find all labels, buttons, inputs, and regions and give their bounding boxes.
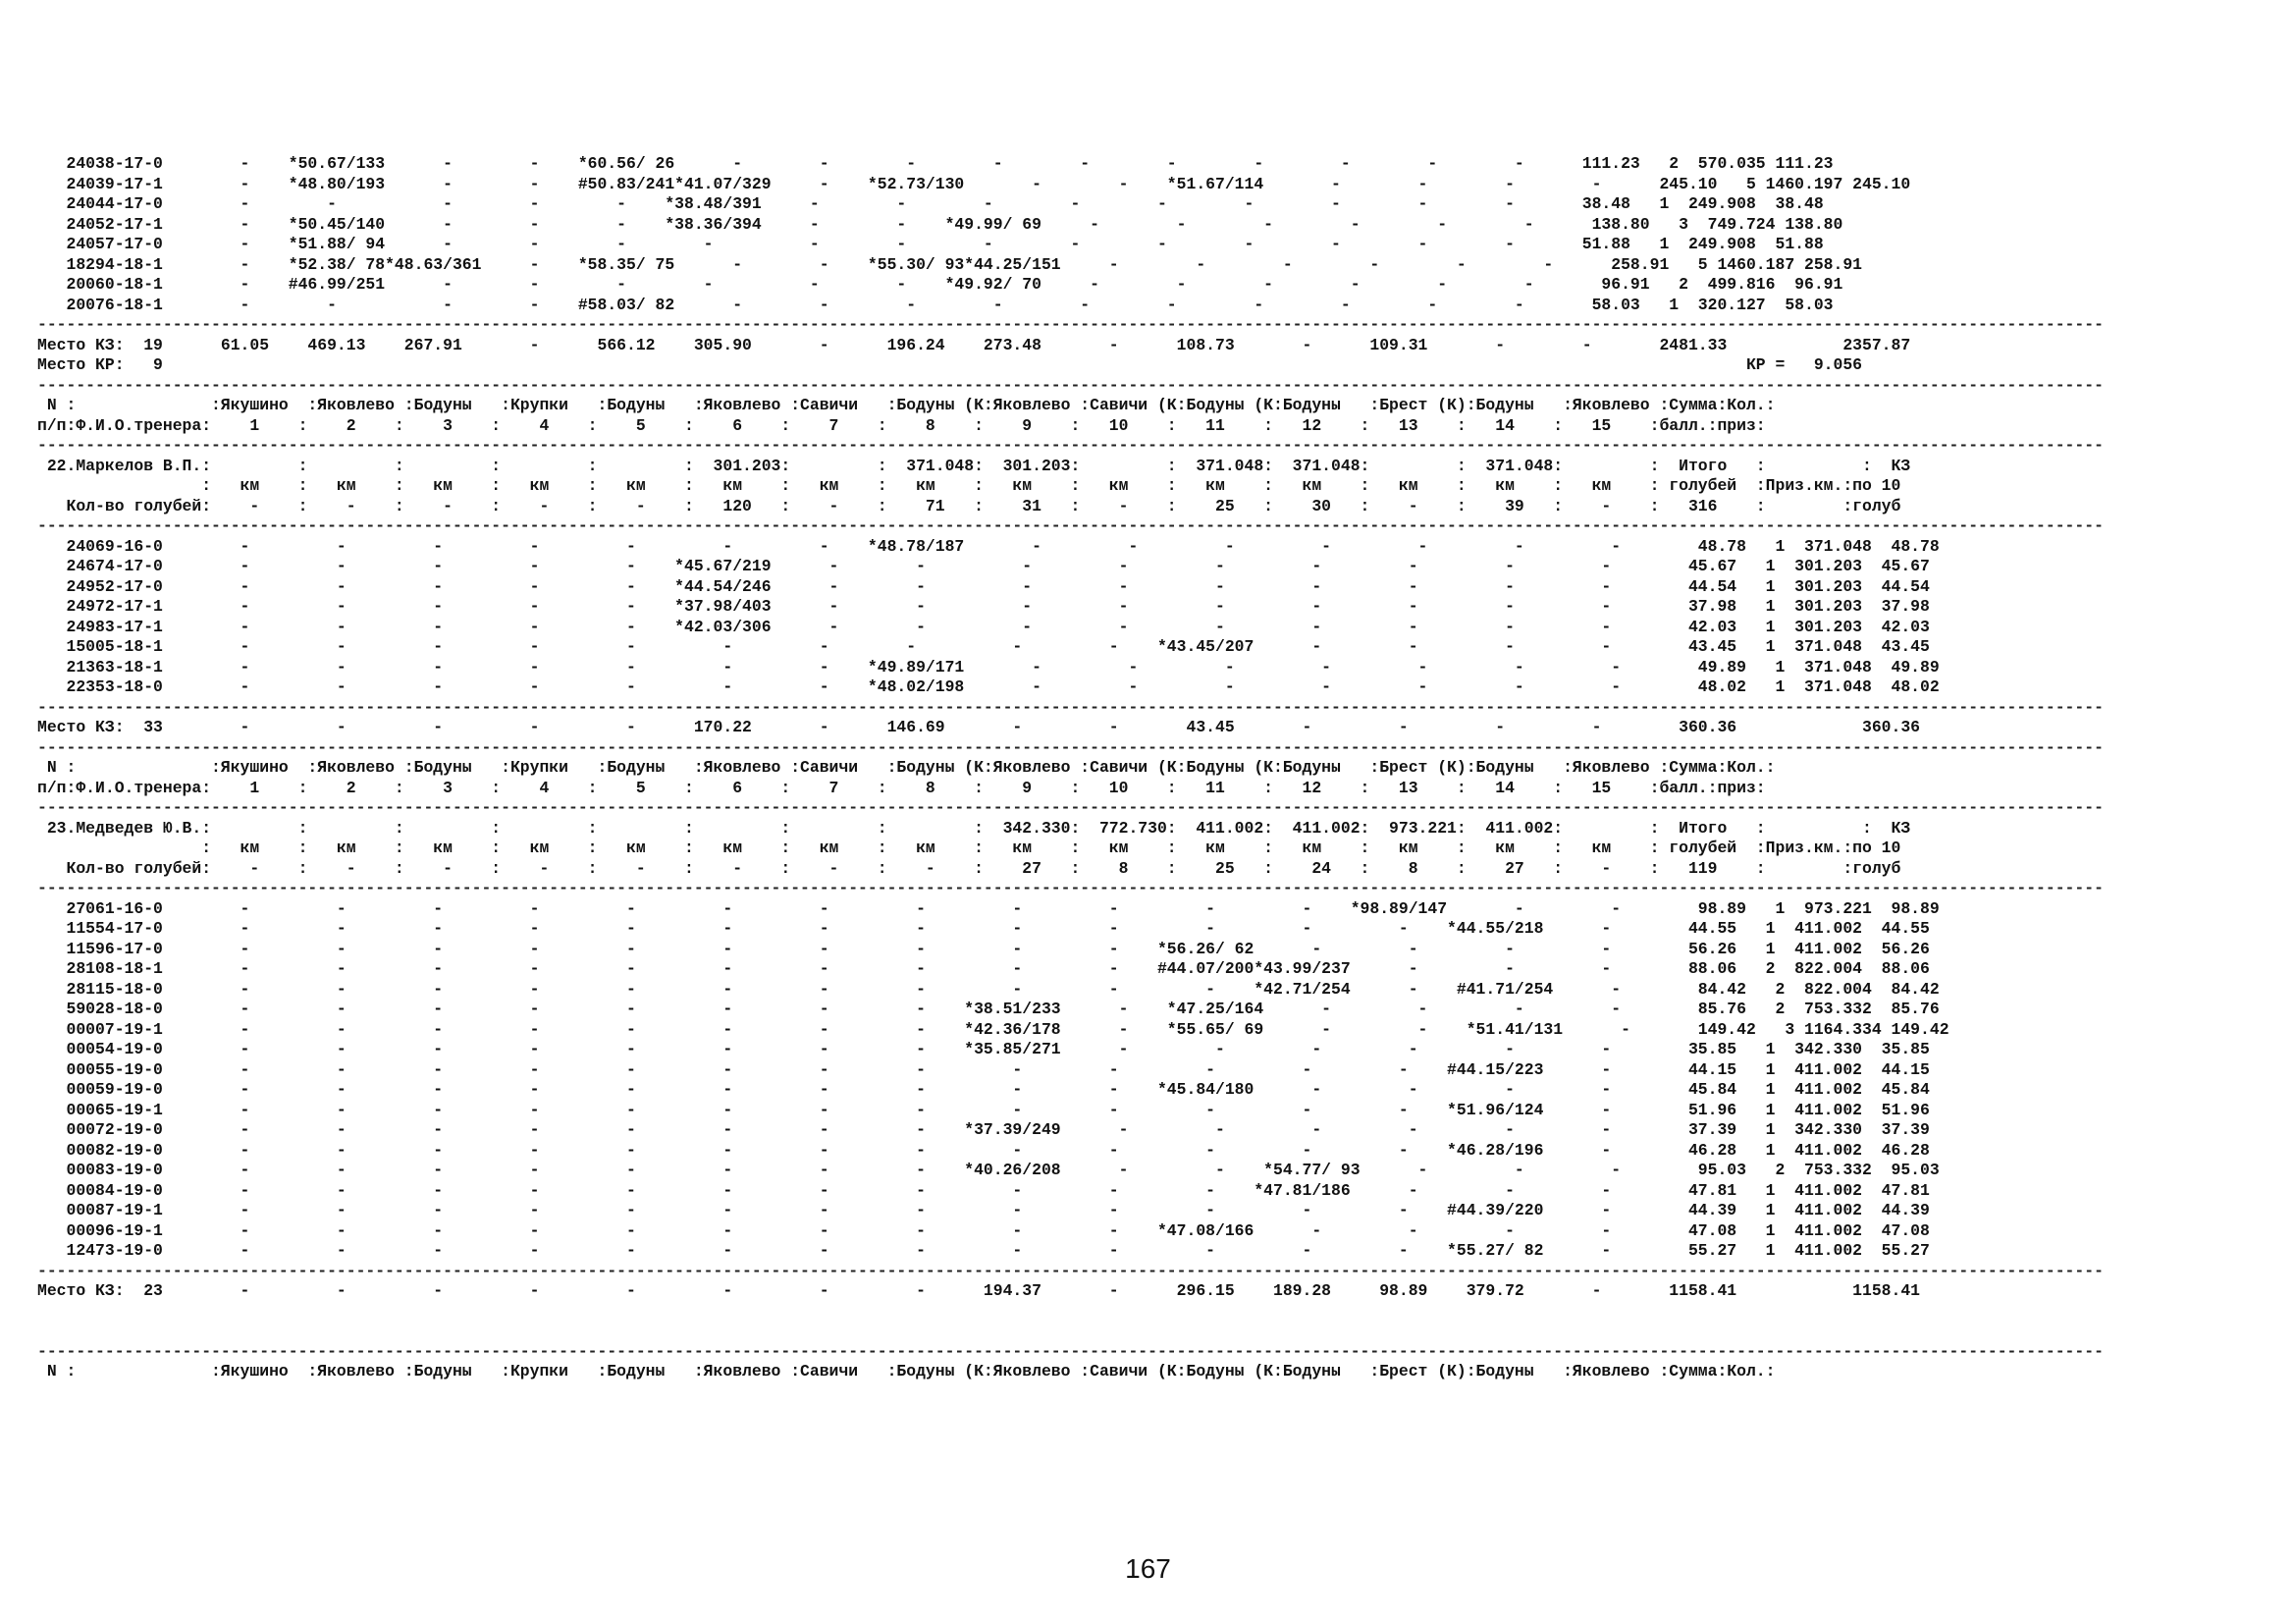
separator-line: ---------------------------------------------------------------------------------------------------------------------------------------------------------------------------------------------------------------------- (37, 1341, 2104, 1361)
report-line: Место КР: 9 КР = 9.056 (37, 355, 1863, 374)
report-line (37, 1322, 2104, 1342)
report-line: 00065-19-1 - - - - - - - - - - - - - *51.96/124 - 51.96 1 411.002 51.96 (37, 1100, 1930, 1119)
page-number: 167 (1125, 1553, 1171, 1584)
report-line: Кол-во голубей: - : - : - : - : - : - : - : - : 27 : 8 : 25 : 24 : 8 : 27 : - : 119 : :голуб (37, 858, 1901, 878)
report-line: 24044-17-0 - - - - - *38.48/391 - - - - - - - - - 38.48 1 249.908 38.48 (37, 194, 1824, 213)
report-line (37, 1302, 2104, 1323)
report-line: Место КЗ: 19 61.05 469.13 267.91 - 566.12 305.90 - 196.24 273.48 - 108.73 - 109.31 - - 2481.33 2357.87 (37, 335, 1911, 354)
report-line: п/п:Ф.И.О.тренера: 1 : 2 : 3 : 4 : 5 : 6 : 7 : 8 : 9 : 10 : 11 : 12 : 13 : 14 : 15 :балл.:приз: (37, 778, 1766, 797)
report-line: Место КЗ: 33 - - - - - 170.22 - 146.69 - - 43.45 - - - - 360.36 360.36 (37, 718, 1921, 736)
report-line: 00082-19-0 - - - - - - - - - - - - - *46.28/196 - 46.28 1 411.002 46.28 (37, 1140, 1930, 1160)
report-line: : км : км : км : км : км : км : км : км : км : км : км : км : км : км : км : голубей :Приз.км.:по 10 (37, 839, 1901, 857)
report-line: 00087-19-1 - - - - - - - - - - - - - #44.39/220 - 44.39 1 411.002 44.39 (37, 1201, 1930, 1219)
results-report (37, 154, 2104, 1382)
report-line: 22.Маркелов В.П.: : : : : : 301.203: : 371.048: 301.203: : 371.048: 371.048: : 371.048: : Итого : : КЗ (37, 456, 1911, 475)
report-line: Кол-во голубей: - : - : - : - : - : 120 : - : 71 : 31 : - : 25 : 30 : - : 39 : - : 316 : :голуб (37, 496, 1901, 515)
report-line: 18294-18-1 - *52.38/ 78*48.63/361 - *58.35/ 75 - - *55.30/ 93*44.25/151 - - - - - - 258.91 5 1460.187 258.91 (37, 254, 1863, 274)
report-line: 24674-17-0 - - - - - *45.67/219 - - - - - - - - - 45.67 1 301.203 45.67 (37, 557, 1930, 575)
report-line: 20076-18-1 - - - - #58.03/ 82 - - - - - - - - - - 58.03 1 320.127 58.03 (37, 295, 1834, 314)
separator-line: ---------------------------------------------------------------------------------------------------------------------------------------------------------------------------------------------------------------------- (37, 697, 2104, 717)
report-line: п/п:Ф.И.О.тренера: 1 : 2 : 3 : 4 : 5 : 6 : 7 : 8 : 9 : 10 : 11 : 12 : 13 : 14 : 15 :балл.:приз: (37, 415, 1766, 435)
report-line: 24052-17-1 - *50.45/140 - - - *38.36/394 - - *49.99/ 69 - - - - - - 138.80 3 749.724 138.80 (37, 214, 1843, 234)
separator-line: ---------------------------------------------------------------------------------------------------------------------------------------------------------------------------------------------------------------------- (37, 436, 2104, 455)
report-line: 27061-16-0 - - - - - - - - - - - - *98.89/147 - - 98.89 1 973.221 98.89 (37, 898, 1940, 918)
report-line: 00054-19-0 - - - - - - - - *35.85/271 - - - - - - 35.85 1 342.330 35.85 (37, 1040, 1930, 1058)
separator-line: ---------------------------------------------------------------------------------------------------------------------------------------------------------------------------------------------------------------------- (37, 516, 2104, 535)
report-line: 59028-18-0 - - - - - - - - *38.51/233 - *47.25/164 - - - - 85.76 2 753.332 85.76 (37, 1000, 1940, 1018)
report-line: 28115-18-0 - - - - - - - - - - - *42.71/254 - #41.71/254 - 84.42 2 822.004 84.42 (37, 979, 1940, 999)
report-line: 12473-19-0 - - - - - - - - - - - - - *55.27/ 82 - 55.27 1 411.002 55.27 (37, 1241, 1930, 1260)
report-line: 24952-17-0 - - - - - *44.54/246 - - - - - - - - - 44.54 1 301.203 44.54 (37, 576, 1930, 596)
report-line: 24972-17-1 - - - - - *37.98/403 - - - - - - - - - 37.98 1 301.203 37.98 (37, 597, 1930, 616)
separator-line: ---------------------------------------------------------------------------------------------------------------------------------------------------------------------------------------------------------------------- (37, 315, 2104, 334)
report-line: 00059-19-0 - - - - - - - - - - *45.84/180 - - - - 45.84 1 411.002 45.84 (37, 1080, 1930, 1099)
report-line: 00096-19-1 - - - - - - - - - - *47.08/166 - - - - 47.08 1 411.002 47.08 (37, 1220, 1930, 1240)
report-line: N : :Якушино :Яковлево :Бодуны :Крупки :Бодуны :Яковлево :Савичи :Бодуны (К:Яковлево :Савичи (К:Бодуны (К:Бодуны :Брест (К):Бодуны :Яковлево :Сумма:Кол.: (37, 1362, 1776, 1380)
report-line: 24038-17-0 - *50.67/133 - - *60.56/ 26 - - - - - - - - - - 111.23 2 570.035 111.23 (37, 154, 1834, 173)
report-line: 21363-18-1 - - - - - - - *49.89/171 - - - - - - - 49.89 1 371.048 49.89 (37, 657, 1940, 677)
report-line: 24039-17-1 - *48.80/193 - - #50.83/241*41.07/329 - *52.73/130 - - *51.67/114 - - - - 245.10 5 1460.197 245.10 (37, 174, 1911, 193)
report-line: 23.Медведев Ю.В.: : : : : : : : : 342.330: 772.730: 411.002: 411.002: 973.221: 411.002: : Итого : : КЗ (37, 818, 1911, 838)
separator-line: ---------------------------------------------------------------------------------------------------------------------------------------------------------------------------------------------------------------------- (37, 1261, 2104, 1280)
report-line: 24069-16-0 - - - - - - - *48.78/187 - - - - - - - 48.78 1 371.048 48.78 (37, 536, 1940, 556)
separator-line: ---------------------------------------------------------------------------------------------------------------------------------------------------------------------------------------------------------------------- (37, 879, 2104, 897)
report-line: 22353-18-0 - - - - - - - *48.02/198 - - - - - - - 48.02 1 371.048 48.02 (37, 677, 1940, 696)
report-line: 00083-19-0 - - - - - - - - *40.26/208 - - *54.77/ 93 - - - 95.03 2 753.332 95.03 (37, 1161, 1940, 1179)
report-line: N : :Якушино :Яковлево :Бодуны :Крупки :Бодуны :Яковлево :Савичи :Бодуны (К:Яковлево :Савичи (К:Бодуны (К:Бодуны :Брест (К):Бодуны :Яковлево :Сумма:Кол.: (37, 758, 1776, 777)
report-line: N : :Якушино :Яковлево :Бодуны :Крупки :Бодуны :Яковлево :Савичи :Бодуны (К:Яковлево :Савичи (К:Бодуны (К:Бодуны :Брест (К):Бодуны :Яковлево :Сумма:Кол.: (37, 396, 1776, 414)
separator-line: ---------------------------------------------------------------------------------------------------------------------------------------------------------------------------------------------------------------------- (37, 798, 2104, 817)
report-line: 20060-18-1 - #46.99/251 - - - - - - *49.92/ 70 - - - - - - 96.91 2 499.816 96.91 (37, 275, 1843, 294)
report-line: 24057-17-0 - *51.88/ 94 - - - - - - - - - - - - - 51.88 1 249.908 51.88 (37, 235, 1824, 253)
separator-line: ---------------------------------------------------------------------------------------------------------------------------------------------------------------------------------------------------------------------- (37, 375, 2104, 395)
report-line: 15005-18-1 - - - - - - - - - - *43.45/207 - - - - 43.45 1 371.048 43.45 (37, 637, 1930, 656)
report-line: 28108-18-1 - - - - - - - - - - #44.07/200*43.99/237 - - - 88.06 2 822.004 88.06 (37, 959, 1930, 978)
report-line: Место КЗ: 23 - - - - - - - - 194.37 - 296.15 189.28 98.89 379.72 - 1158.41 1158.41 (37, 1281, 1921, 1300)
report-line: 11554-17-0 - - - - - - - - - - - - - *44.55/218 - 44.55 1 411.002 44.55 (37, 919, 1930, 938)
report-line: 00055-19-0 - - - - - - - - - - - - - #44.15/223 - 44.15 1 411.002 44.15 (37, 1059, 1930, 1079)
report-line: : км : км : км : км : км : км : км : км : км : км : км : км : км : км : км : голубей :Приз.км.:по 10 (37, 476, 1901, 495)
report-line: 00072-19-0 - - - - - - - - *37.39/249 - - - - - - 37.39 1 342.330 37.39 (37, 1120, 1930, 1139)
report-line: 00084-19-0 - - - - - - - - - - - *47.81/186 - - - 47.81 1 411.002 47.81 (37, 1180, 1930, 1200)
separator-line: ---------------------------------------------------------------------------------------------------------------------------------------------------------------------------------------------------------------------- (37, 737, 2104, 757)
report-line: 00007-19-1 - - - - - - - - *42.36/178 - *55.65/ 69 - - *51.41/131 - 149.42 3 1164.334 149.42 (37, 1019, 1949, 1039)
report-line: 11596-17-0 - - - - - - - - - - *56.26/ 62 - - - - 56.26 1 411.002 56.26 (37, 939, 1930, 958)
report-line: 24983-17-1 - - - - - *42.03/306 - - - - - - - - - 42.03 1 301.203 42.03 (37, 617, 1930, 636)
